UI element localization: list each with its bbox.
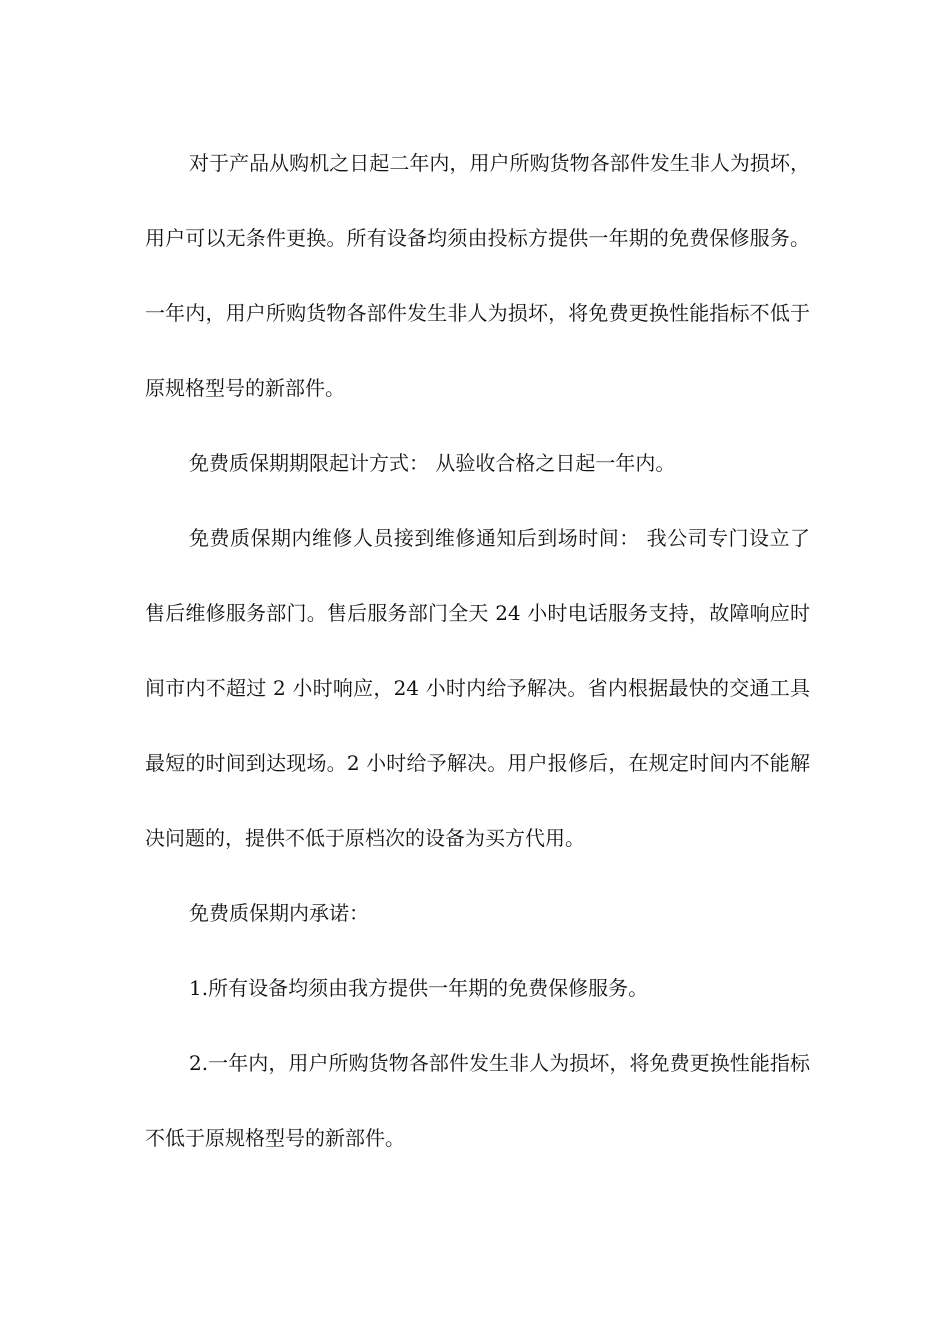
document-body: [145, 126, 810, 1176]
paragraph-commitment-1: 1.所有设备均须由我方提供一年期的免费保修服务。: [189, 976, 649, 1000]
paragraph-repair-response: 免费质保期内维修人员接到维修通知后到场时间： 我公司专门设立了售后维修服务部门。售后服务部门全天 24 小时电话服务支持，故障响应时间市内不超过 2 小时响应，24 小时内给予解决。省内根据最快的交通工具最短的时间到达现场。2 小时给予解决。用户报修后，在规定时间内不能解决问题的，提供不低于原档次的设备为买方代用。: [145, 526, 810, 850]
paragraph-warranty-replacement: 对于产品从购机之日起二年内，用户所购货物各部件发生非人为损坏，用户可以无条件更换。所有设备均须由投标方提供一年期的免费保修服务。一年内，用户所购货物各部件发生非人为损坏，将免费更换性能指标不低于原规格型号的新部件。: [145, 151, 810, 400]
paragraph-warranty-start: 免费质保期期限起计方式： 从验收合格之日起一年内。: [189, 451, 676, 475]
paragraph-commitment-2: 2.一年内，用户所购货物各部件发生非人为损坏，将免费更换性能指标不低于原规格型号的新部件。: [145, 1051, 810, 1150]
paragraph-commitment-heading: 免费质保期内承诺：: [189, 901, 369, 925]
